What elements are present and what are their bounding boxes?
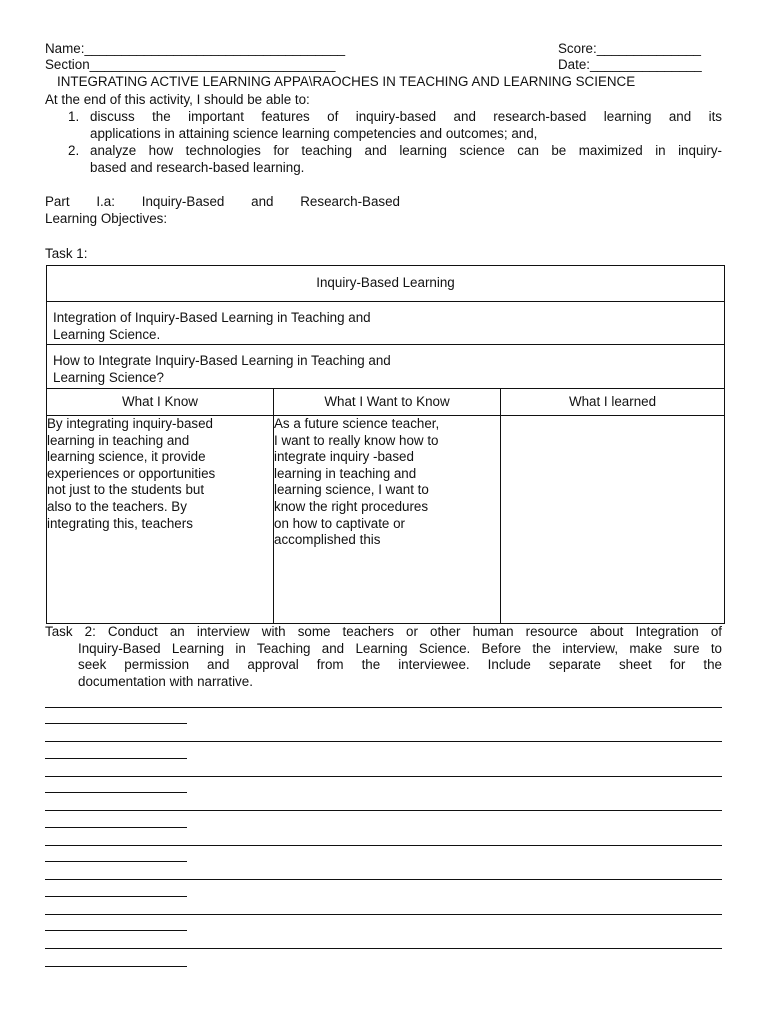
answer-line[interactable] (45, 948, 722, 949)
integration-row-line-2: Learning Science. (53, 326, 161, 342)
answer-line-short[interactable] (45, 792, 187, 793)
objective-2-line-1: analyze how technologies for teaching and learning science can be maximized in inquiry- (90, 143, 722, 158)
answer-line-short[interactable] (45, 861, 187, 862)
task1-header-table (46, 265, 725, 389)
know-line: learning in teaching and (47, 432, 190, 448)
want-line: integrate inquiry -based (274, 449, 414, 465)
want-line: learning in teaching and (274, 465, 417, 481)
objective-2-line-2: based and research-based learning. (90, 159, 305, 175)
answer-line[interactable] (45, 879, 722, 880)
answer-line-short[interactable] (45, 930, 187, 931)
answer-line-short[interactable] (45, 827, 187, 828)
objective-1-line-1: discuss the important features of inquiry-based and research-based learning and its (90, 109, 722, 124)
task2-paragraph (78, 641, 722, 691)
integration-row-line-1: Integration of Inquiry-Based Learning in Teaching and (53, 310, 371, 325)
kwl-know-cell[interactable] (47, 416, 274, 624)
kwl-want-cell[interactable] (274, 416, 501, 624)
how-to-row (47, 345, 725, 389)
objective-1-number: 1. (68, 109, 80, 124)
want-line: accomplished this (274, 532, 381, 548)
date-field[interactable]: Date:_______________ (558, 57, 702, 72)
part-heading-line-2: Learning Objectives: (45, 210, 168, 226)
objective-2-number: 2. (68, 143, 80, 158)
part-heading-line-1: Part I.a: Inquiry-Based and Research-Based (45, 194, 400, 209)
answer-line[interactable] (45, 776, 722, 777)
answer-line[interactable] (45, 707, 722, 708)
know-line: experiences or opportunities (47, 465, 216, 481)
how-to-row-line-2: Learning Science? (53, 369, 164, 385)
want-line: As a future science teacher, (274, 416, 440, 431)
want-line: I want to really know how to (274, 432, 439, 448)
want-line: learning science, I want to (274, 482, 429, 498)
kwl-header-learned-label: What I learned (568, 393, 657, 409)
name-field[interactable]: Name:___________________________________ (45, 41, 346, 56)
kwl-header-know (47, 389, 274, 416)
answer-line-short[interactable] (45, 758, 187, 759)
want-line: know the right procedures (274, 498, 429, 514)
worksheet-title: INTEGRATING ACTIVE LEARNING APPA\RAOCHES IN TEACHING AND LEARNING SCIENCE (57, 74, 636, 89)
how-to-row-line-1: How to Integrate Inquiry-Based Learning in Teaching and (53, 353, 391, 368)
answer-line[interactable] (45, 914, 722, 915)
answer-line[interactable] (45, 810, 722, 811)
table-title-cell (47, 266, 725, 302)
kwl-header-want-label: What I Want to Know (324, 393, 450, 409)
task2-line-3: seek permission and approval from the interviewee. Include separate sheet for the (78, 657, 722, 673)
answer-line-short[interactable] (45, 966, 187, 967)
task1-label: Task 1: (45, 246, 88, 261)
know-line: not just to the students but (47, 482, 205, 498)
objective-1 (90, 109, 722, 142)
objective-2 (90, 143, 722, 176)
objectives-lead: At the end of this activity, I should be able to: (45, 92, 310, 107)
kwl-header-want (274, 389, 501, 416)
know-line: learning science, it provide (47, 449, 206, 465)
kwl-header-know-label: What I Know (122, 393, 198, 409)
integration-row (47, 302, 725, 345)
want-line: on how to captivate or (274, 515, 406, 531)
kwl-table (46, 388, 725, 624)
answer-line-short[interactable] (45, 723, 187, 724)
answer-line-short[interactable] (45, 896, 187, 897)
kwl-header-learned (501, 389, 725, 416)
task2-line-4: documentation with narrative. (78, 673, 253, 689)
score-field[interactable]: Score:______________ (558, 41, 701, 56)
know-line: also to the teachers. By (47, 498, 187, 514)
table-title: Inquiry-Based Learning (316, 275, 455, 291)
answer-line[interactable] (45, 845, 722, 846)
know-line: By integrating inquiry-based (47, 416, 213, 431)
objective-1-line-2: applications in attaining science learning competencies and outcomes; and, (90, 125, 538, 141)
task2-first-line-wrap (45, 624, 722, 641)
kwl-learned-cell[interactable] (501, 416, 725, 624)
part-heading (45, 194, 400, 227)
answer-line[interactable] (45, 741, 722, 742)
task2-line-1: Task 2: Conduct an interview with some teachers or other human resource about Integration of (45, 624, 722, 639)
task2-line-2: Inquiry-Based Learning in Teaching and Learning Science. Before the interview, make sure to (78, 640, 722, 656)
know-line: integrating this, teachers (47, 515, 193, 531)
section-field[interactable]: Section_________________________________ (45, 57, 336, 72)
